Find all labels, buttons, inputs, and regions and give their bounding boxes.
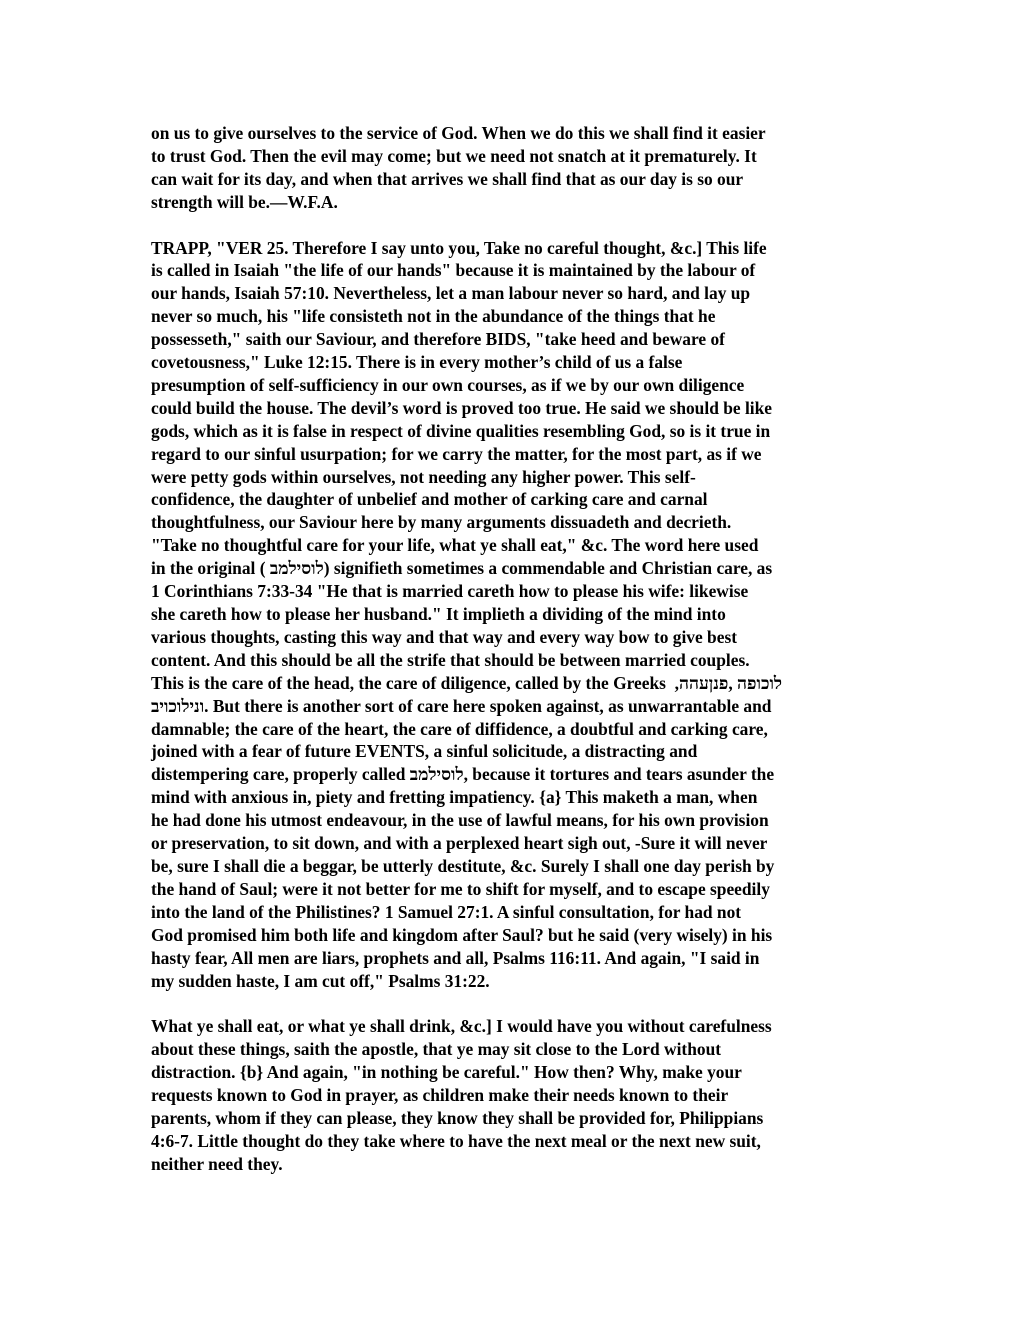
text-line: What ye shall eat, or what ye shall drink, &c.] I would have you without carefulness (151, 1016, 772, 1037)
text-line: ונילוכויב. But there is another sort of care here spoken against, as unwarrantable and (151, 695, 772, 716)
text-line: gods, which as it is false in respect of divine qualities resembling God, so is it true in (151, 420, 771, 441)
text-line: 4:6-7. Little thought do they take where to have the next meal or the next new suit, (151, 1130, 761, 1151)
text-line: requests known to God in prayer, as children make their needs known to their (151, 1085, 729, 1106)
text-line: our hands, Isaiah 57:10. Nevertheless, let a man labour never so hard, and lay up (151, 283, 751, 304)
text-line: joined with a fear of future EVENTS, a sinful solicitude, a distracting and (151, 741, 698, 762)
text-line: neither need they. (151, 1153, 283, 1174)
text-line: my sudden haste, I am cut off," Psalms 31:22. (151, 970, 490, 991)
paragraph-waf-conclusion (151, 122, 891, 214)
paragraph-what-ye-shall-eat (151, 1015, 891, 1175)
text-line: in the original ( לוסילמב) signifieth sometimes a commendable and Christian care, as (151, 558, 773, 579)
text-line: into the land of the Philistines? 1 Samuel 27:1. A sinful consultation, for had not (151, 901, 742, 922)
text-line: could build the house. The devil’s word is proved too true. He said we should be like (151, 397, 773, 418)
text-line: 1 Corinthians 7:33-34 "He that is married careth how to please his wife: likewise (151, 581, 749, 602)
text-line: presumption of self-sufficiency in our own courses, as if we by our own diligence (151, 374, 745, 395)
text-line: is called in Isaiah "the life of our hands" because it is maintained by the labour of (151, 260, 756, 281)
text-line: on us to give ourselves to the service of God. When we do this we shall find it easier (151, 123, 766, 143)
text-line: about these things, saith the apostle, that ye may sit close to the Lord without (151, 1039, 722, 1060)
paragraph-trapp-commentary (151, 237, 891, 993)
text-line: he had done his utmost endeavour, in the use of lawful means, for his own provision (151, 810, 769, 831)
text-line: This is the care of the head, the care of diligence, called by the Greeks ,לוכופה ,פנןעהה (151, 672, 783, 693)
text-line: regard to our sinful usurpation; for we carry the matter, for the most part, as if we (151, 443, 762, 464)
text-line: thoughtfulness, our Saviour here by many arguments dissuadeth and decrieth. (151, 512, 732, 533)
text-line: TRAPP, "VER 25. Therefore I say unto you, Take no careful thought, &c.] This life (151, 237, 767, 258)
text-line: can wait for its day, and when that arrives we shall find that as our day is so our (151, 168, 744, 189)
text-line: possesseth," saith our Saviour, and therefore BIDS, "take heed and beware of (151, 329, 725, 350)
text-line: confidence, the daughter of unbelief and mother of carking care and carnal (151, 489, 708, 510)
text-line: she careth how to please her husband." It implieth a dividing of the mind into (151, 604, 726, 625)
text-line: or preservation, to sit down, and with a perplexed heart sigh out, -Sure it will never (151, 833, 768, 854)
text-line: were petty gods within ourselves, not needing any higher power. This self- (151, 466, 696, 487)
text-line: never so much, his "life consisteth not in the abundance of the things that he (151, 306, 716, 327)
text-line: "Take no thoughtful care for your life, what ye shall eat," &c. The word here used (151, 535, 759, 556)
text-line: distempering care, properly called לוסילמב, because it tortures and tears asunder the (151, 764, 775, 785)
text-line: mind with anxious in, piety and fretting impatiency. {a} This maketh a man, when (151, 787, 758, 808)
text-line: distraction. {b} And again, "in nothing be careful." How then? Why, make your (151, 1062, 742, 1083)
text-line: content. And this should be all the strife that should be between married couples. (151, 649, 750, 670)
text-line: God promised him both life and kingdom after Saul? but he said (very wisely) in his (151, 924, 773, 945)
text-line: strength will be.—W.F.A. (151, 191, 338, 212)
text-line: be, sure I shall die a beggar, be utterly destitute, &c. Surely I shall one day perish by (151, 855, 775, 876)
text-line: hasty fear, All men are liars, prophets and all, Psalms 116:11. And again, "I said in (151, 947, 760, 968)
document-page (151, 122, 891, 1199)
text-line: various thoughts, casting this way and that way and every way bow to give best (151, 626, 738, 647)
text-line: to trust God. Then the evil may come; but we need not snatch at it prematurely. It (151, 145, 757, 166)
text-line: covetousness," Luke 12:15. There is in every mother’s child of us a false (151, 352, 683, 373)
text-line: parents, whom if they can please, they know they shall be provided for, Philippians (151, 1107, 764, 1128)
text-line: the hand of Saul; were it not better for me to shift for myself, and to escape speedily (151, 878, 770, 899)
text-line: damnable; the care of the heart, the care of diffidence, a doubtful and carking care, (151, 718, 768, 739)
